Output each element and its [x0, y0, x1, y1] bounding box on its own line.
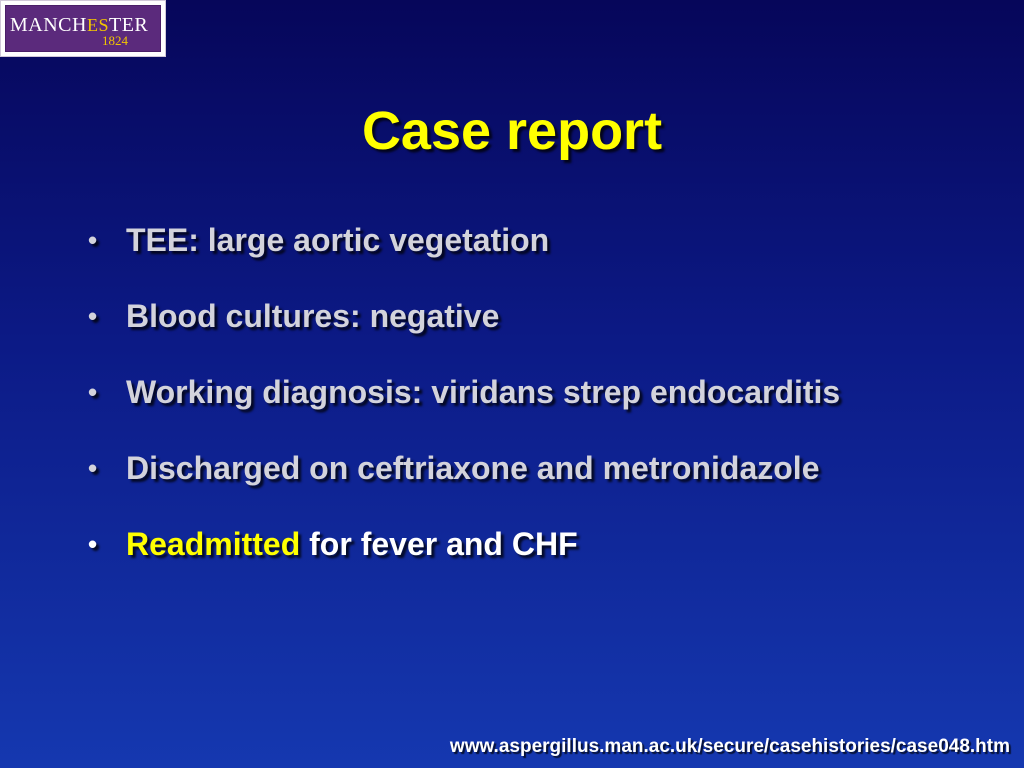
- bullet-item-readmitted: [86, 524, 840, 600]
- bullet-text: Blood cultures: negative: [126, 298, 500, 334]
- bullet-icon: •: [88, 453, 98, 483]
- bullet-text: TEE: large aortic vegetation: [126, 222, 550, 258]
- bullet-icon: •: [88, 529, 98, 559]
- bullet-list: [86, 220, 840, 600]
- bullet-icon: •: [88, 301, 98, 331]
- bullet-text: Discharged on ceftriaxone and metronidazole: [126, 450, 820, 486]
- logo-name-part: ER: [121, 14, 149, 36]
- logo-name-part: MANCH: [10, 14, 87, 36]
- slide-title: Case report: [361, 101, 663, 161]
- bullet-item-blood-cultures: [86, 296, 840, 372]
- source-url: www.aspergillus.man.ac.uk/secure/casehistories/case048.htm: [449, 736, 1010, 757]
- university-logo: [0, 0, 166, 57]
- logo-name-part: T: [108, 14, 122, 36]
- bullet-text: Working diagnosis: viridans strep endocarditis: [126, 374, 841, 410]
- logo-year: 1824: [102, 33, 128, 48]
- bullet-icon: •: [88, 225, 98, 255]
- bullet-item-discharged: [86, 448, 840, 524]
- bullet-text: for fever and CHF: [300, 526, 578, 562]
- bullet-item-tee: [86, 220, 840, 296]
- bullet-icon: •: [88, 377, 98, 407]
- bullet-highlight-text: Readmitted: [126, 526, 301, 562]
- logo-wordmark: [10, 15, 148, 35]
- bullet-item-working-diagnosis: [86, 372, 840, 448]
- logo-name-accent: ES: [86, 15, 109, 35]
- logo-badge: [5, 5, 161, 52]
